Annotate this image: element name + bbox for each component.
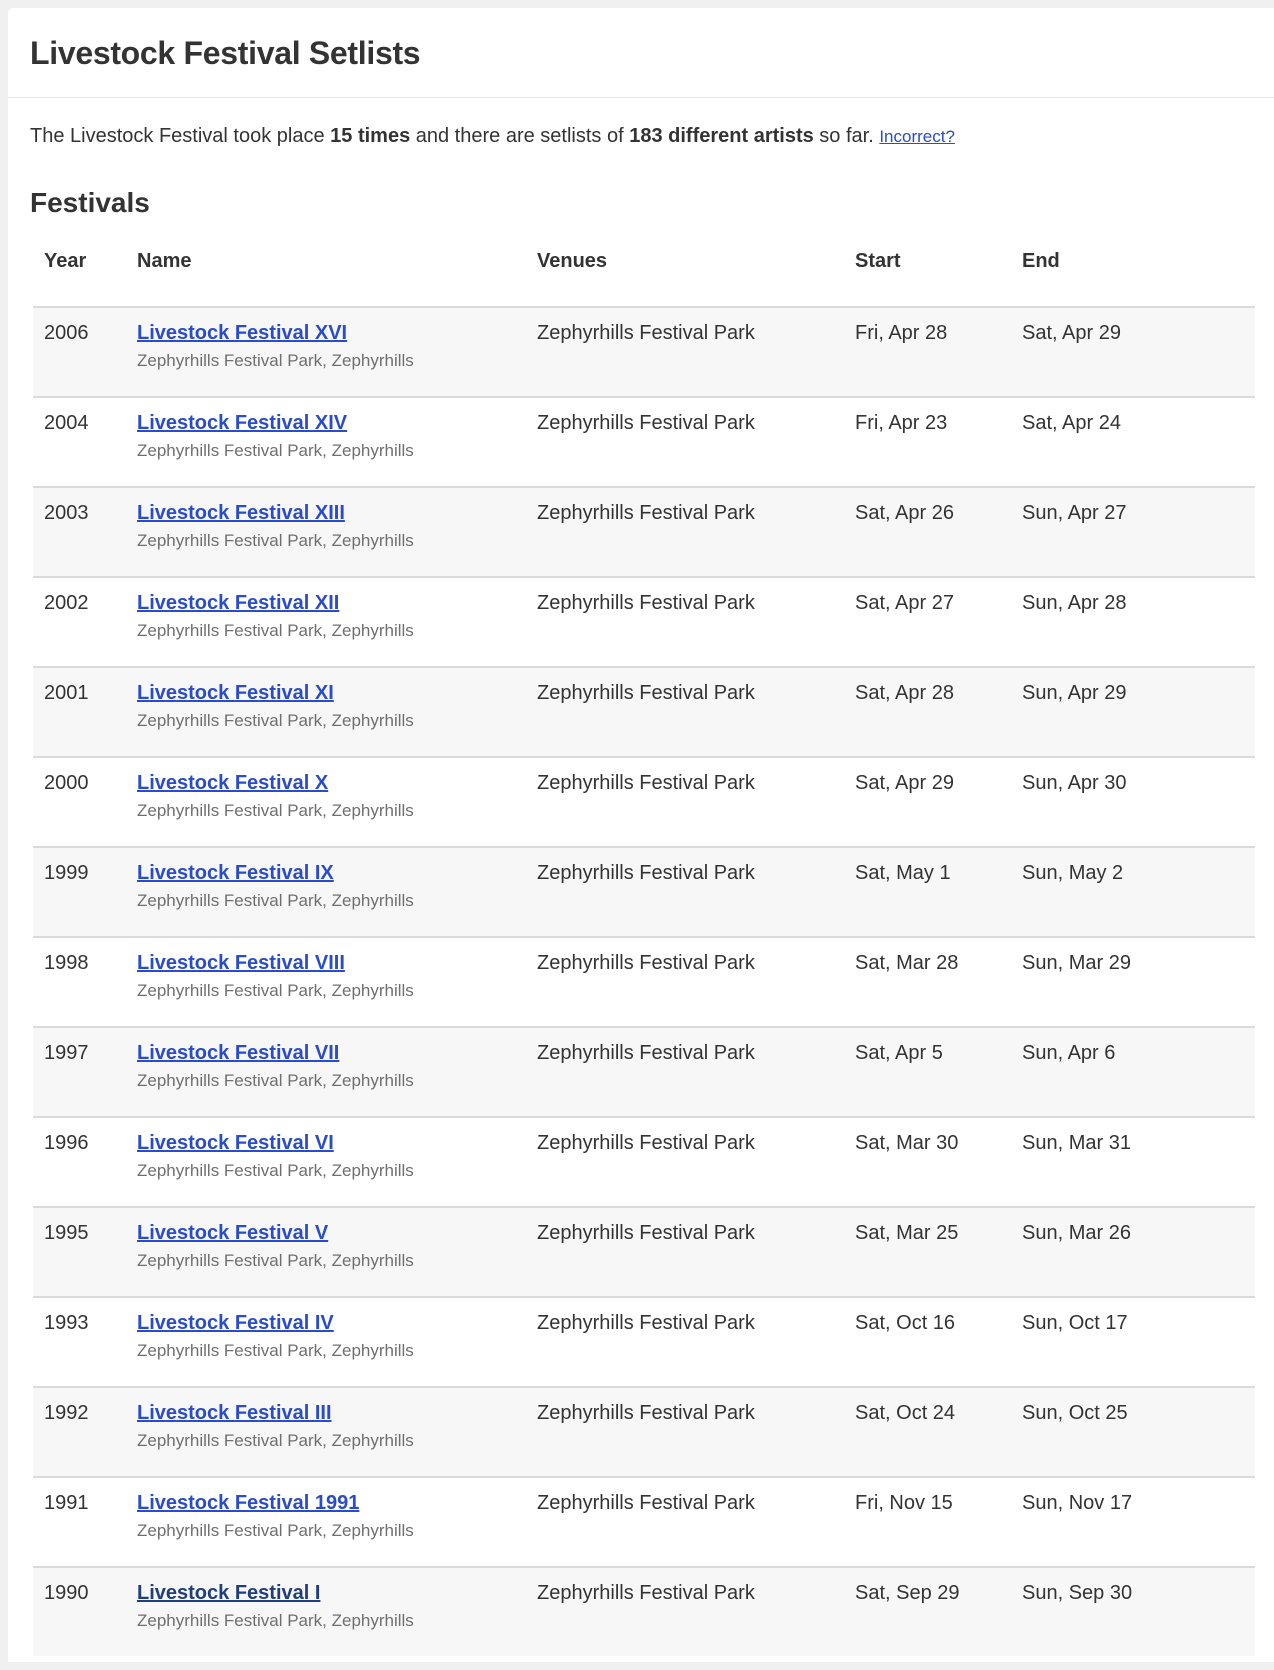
festival-venue: Zephyrhills Festival Park [537,502,755,524]
festival-end-date: Sun, Mar 29 [1022,952,1131,974]
festival-name-cell [137,667,537,757]
festival-start-date: Sat, Oct 24 [855,1402,956,1424]
festival-link[interactable]: Livestock Festival VII [137,1042,340,1064]
festival-venue-subtitle: Zephyrhills Festival Park, Zephyrhills [137,711,414,730]
festival-venue-subtitle: Zephyrhills Festival Park, Zephyrhills [137,1611,414,1630]
festival-link[interactable]: Livestock Festival X [137,772,329,794]
intro-text-end: so far. [813,125,880,147]
festival-end-date: Sun, Apr 28 [1022,592,1127,614]
festival-name-cell [137,487,537,577]
festival-venue-subtitle: Zephyrhills Festival Park, Zephyrhills [137,891,414,910]
festival-start-date: Sat, Apr 27 [855,592,954,614]
festival-venue: Zephyrhills Festival Park [537,1492,755,1514]
festival-end-date: Sun, Sep 30 [1022,1582,1133,1604]
festival-name-cell [137,1387,537,1477]
festival-row-1998 [33,937,1255,1027]
festival-start-date: Sat, Apr 29 [855,772,954,794]
festival-venue: Zephyrhills Festival Park [537,1042,755,1064]
intro-text [30,122,1252,151]
festivals-table-body [33,307,1255,1656]
festival-link[interactable]: Livestock Festival XII [137,592,340,614]
festival-link[interactable]: Livestock Festival III [137,1402,332,1424]
festival-end-date: Sun, Oct 17 [1022,1312,1128,1334]
intro-times-count: 15 times [330,125,411,147]
festival-row-1996 [33,1117,1255,1207]
festival-venue-subtitle: Zephyrhills Festival Park, Zephyrhills [137,1161,414,1180]
festival-year: 1999 [44,862,89,884]
festival-name-cell [137,1297,537,1387]
festival-start-date: Fri, Apr 28 [855,322,948,344]
festival-year: 1990 [44,1582,89,1604]
festival-row-2003 [33,487,1255,577]
festival-year: 1992 [44,1402,89,1424]
festival-year: 1996 [44,1132,89,1154]
festival-year: 2004 [44,412,89,434]
festival-venue-subtitle: Zephyrhills Festival Park, Zephyrhills [137,801,414,820]
festival-end-date: Sun, Mar 26 [1022,1222,1131,1244]
festival-year: 2003 [44,502,89,524]
content-card [8,8,1274,1662]
festival-name-cell [137,937,537,1027]
festival-row-1995 [33,1207,1255,1297]
festival-venue: Zephyrhills Festival Park [537,952,755,974]
festival-year: 1993 [44,1312,89,1334]
festival-venue-subtitle: Zephyrhills Festival Park, Zephyrhills [137,1431,414,1450]
festival-link[interactable]: Livestock Festival VI [137,1132,334,1154]
festival-row-2001 [33,667,1255,757]
festival-name-cell [137,847,537,937]
festival-name-cell [137,307,537,397]
festival-row-2004 [33,397,1255,487]
page-header [8,8,1274,98]
festival-venue: Zephyrhills Festival Park [537,1312,755,1334]
festival-start-date: Sat, Apr 28 [855,682,954,704]
festival-end-date: Sun, Mar 31 [1022,1132,1131,1154]
festival-end-date: Sun, May 2 [1022,862,1124,884]
festival-venue: Zephyrhills Festival Park [537,1402,755,1424]
festival-row-2000 [33,757,1255,847]
festival-link[interactable]: Livestock Festival XIV [137,412,348,434]
festival-start-date: Fri, Apr 23 [855,412,948,434]
festival-start-date: Sat, Apr 5 [855,1042,943,1064]
column-header-start: Start [855,250,901,272]
festival-name-cell [137,577,537,667]
festival-name-cell [137,397,537,487]
festival-year: 2006 [44,322,89,344]
festival-venue: Zephyrhills Festival Park [537,1222,755,1244]
festival-start-date: Fri, Nov 15 [855,1492,953,1514]
festival-link[interactable]: Livestock Festival V [137,1222,329,1244]
festival-link[interactable]: Livestock Festival VIII [137,952,345,974]
festival-year: 2000 [44,772,89,794]
festival-venue: Zephyrhills Festival Park [537,1132,755,1154]
festival-link[interactable]: Livestock Festival XVI [137,322,348,344]
festival-end-date: Sun, Nov 17 [1022,1492,1133,1514]
festival-row-1992 [33,1387,1255,1477]
festival-year: 1995 [44,1222,89,1244]
festival-venue-subtitle: Zephyrhills Festival Park, Zephyrhills [137,1251,414,1270]
festival-venue-subtitle: Zephyrhills Festival Park, Zephyrhills [137,441,414,460]
column-header-venues: Venues [537,250,608,272]
festival-row-1999 [33,847,1255,937]
festival-venue: Zephyrhills Festival Park [537,862,755,884]
column-header-year: Year [44,250,87,272]
festival-venue-subtitle: Zephyrhills Festival Park, Zephyrhills [137,351,414,370]
festival-row-1997 [33,1027,1255,1117]
festival-name-cell [137,1567,537,1656]
festival-end-date: Sun, Apr 29 [1022,682,1127,704]
festival-year: 1997 [44,1042,89,1064]
festival-row-1993 [33,1297,1255,1387]
festival-start-date: Sat, Sep 29 [855,1582,960,1604]
festival-end-date: Sun, Apr 30 [1022,772,1127,794]
festivals-table [33,219,1255,1656]
page-body [8,98,1274,1662]
festival-row-1991 [33,1477,1255,1567]
festival-end-date: Sat, Apr 29 [1022,322,1121,344]
intro-text-middle: and there are setlists of [410,125,630,147]
festivals-heading: Festivals [30,187,150,218]
festival-venue: Zephyrhills Festival Park [537,592,755,614]
festival-end-date: Sat, Apr 24 [1022,412,1121,434]
festival-name-cell [137,757,537,847]
festival-year: 1991 [44,1492,89,1514]
festival-start-date: Sat, Mar 25 [855,1222,959,1244]
festival-link[interactable]: Livestock Festival XIII [137,502,345,524]
festival-row-1990 [33,1567,1255,1656]
festival-venue-subtitle: Zephyrhills Festival Park, Zephyrhills [137,981,414,1000]
festival-link[interactable]: Livestock Festival XI [137,682,334,704]
festival-venue: Zephyrhills Festival Park [537,412,755,434]
festival-venue-subtitle: Zephyrhills Festival Park, Zephyrhills [137,1071,414,1090]
intro-text-start: The Livestock Festival took place [30,125,331,147]
festival-row-2006 [33,307,1255,397]
intro-artists-count: 183 different artists [629,125,814,147]
festival-start-date: Sat, Mar 28 [855,952,959,974]
festival-name-cell [137,1117,537,1207]
festival-link[interactable]: Livestock Festival IV [137,1312,334,1334]
festival-venue-subtitle: Zephyrhills Festival Park, Zephyrhills [137,1341,414,1360]
festival-link[interactable]: Livestock Festival I [137,1582,321,1604]
festival-name-cell [137,1207,537,1297]
festival-year: 1998 [44,952,89,974]
festival-venue-subtitle: Zephyrhills Festival Park, Zephyrhills [137,531,414,550]
festival-link[interactable]: Livestock Festival 1991 [137,1492,360,1514]
festival-end-date: Sun, Oct 25 [1022,1402,1128,1424]
festival-row-2002 [33,577,1255,667]
festival-year: 2002 [44,592,89,614]
festival-start-date: Sat, May 1 [855,862,951,884]
festival-start-date: Sat, Oct 16 [855,1312,956,1334]
incorrect-link[interactable]: Incorrect? [879,127,955,146]
column-header-name: Name [137,250,192,272]
column-header-end: End [1022,250,1060,272]
festival-venue: Zephyrhills Festival Park [537,682,755,704]
festival-end-date: Sun, Apr 6 [1022,1042,1116,1064]
page-title: Livestock Festival Setlists [30,35,421,71]
festival-start-date: Sat, Apr 26 [855,502,954,524]
festival-venue-subtitle: Zephyrhills Festival Park, Zephyrhills [137,621,414,640]
festival-name-cell [137,1027,537,1117]
festival-end-date: Sun, Apr 27 [1022,502,1127,524]
festival-start-date: Sat, Mar 30 [855,1132,959,1154]
festival-venue-subtitle: Zephyrhills Festival Park, Zephyrhills [137,1521,414,1540]
festival-link[interactable]: Livestock Festival IX [137,862,334,884]
festival-venue: Zephyrhills Festival Park [537,772,755,794]
festival-year: 2001 [44,682,89,704]
table-header-row [33,219,1255,307]
festival-name-cell [137,1477,537,1567]
festival-venue: Zephyrhills Festival Park [537,1582,755,1604]
festival-venue: Zephyrhills Festival Park [537,322,755,344]
